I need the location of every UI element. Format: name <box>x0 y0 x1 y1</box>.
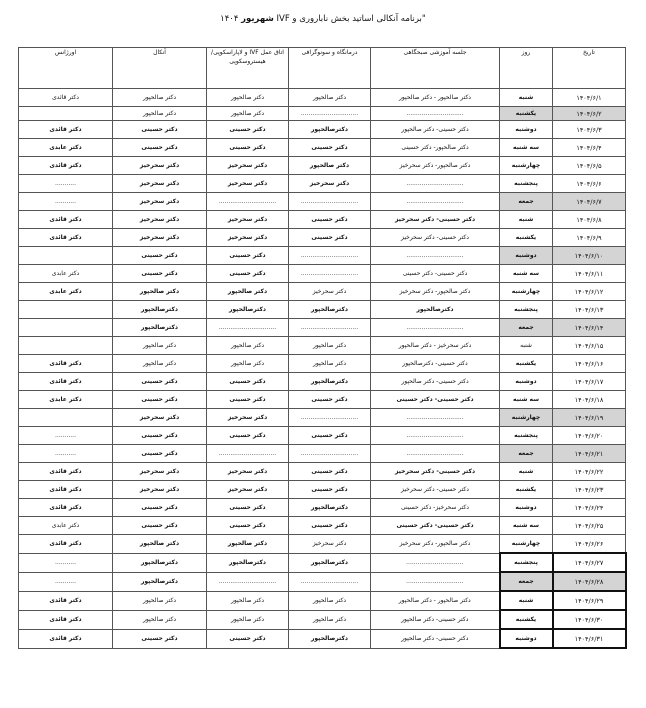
header-clinic: درمانگاه و سونوگرافی <box>289 48 371 89</box>
cell-morning-session: دکتر حسینی- دکتر حسینی <box>371 517 500 535</box>
table-header-row <box>19 48 626 89</box>
cell-morning-session: دکتر حسینی- دکتر صالحپور <box>371 610 500 629</box>
cell-ivf-or: دکتر حسینی <box>207 427 289 445</box>
header-day: روز <box>500 48 553 89</box>
cell-date: ۱۴۰۴/۶/۷ <box>553 193 626 211</box>
cell-morning-session: .............................. <box>371 553 500 572</box>
table-row <box>19 445 626 463</box>
cell-emergency: دکتر قائدی <box>19 89 113 107</box>
cell-emergency: دکتر قائدی <box>19 499 113 517</box>
table-row <box>19 591 626 610</box>
table-row <box>19 355 626 373</box>
cell-clinic: دکترصالحپور <box>289 373 371 391</box>
cell-oncall: دکتر سحرخیز <box>113 463 207 481</box>
cell-ivf-or: دکتر صالحپور <box>207 610 289 629</box>
cell-morning-session: دکتر صالحپور- دکتر حسینی <box>371 139 500 157</box>
cell-date: ۱۴۰۴/۶/۲۵ <box>553 517 626 535</box>
cell-date: ۱۴۰۴/۶/۱۵ <box>553 337 626 355</box>
cell-morning-session: دکتر صالحپور- دکتر سحرخیز <box>371 157 500 175</box>
cell-morning-session: .............................. <box>371 193 500 211</box>
cell-morning-session: دکتر حسینی- دکتر سحرخیز <box>371 229 500 247</box>
cell-ivf-or: دکتر حسینی <box>207 139 289 157</box>
cell-ivf-or: دکتر صالحپور <box>207 355 289 373</box>
cell-oncall: دکتر سحرخیز <box>113 211 207 229</box>
cell-day: چهارشنبه <box>500 283 553 301</box>
cell-ivf-or: دکتر حسینی <box>207 121 289 139</box>
cell-ivf-or: دکترصالحپور <box>207 553 289 572</box>
cell-morning-session: دکتر حسینی- دکتر سحرخیز <box>371 211 500 229</box>
cell-clinic: .............................. <box>289 572 371 591</box>
cell-morning-session: .............................. <box>371 107 500 121</box>
cell-day: پنجشنبه <box>500 427 553 445</box>
header-oncall: آنکال <box>113 48 207 89</box>
cell-date: ۱۴۰۴/۶/۲۴ <box>553 499 626 517</box>
cell-ivf-or: دکتر صالحپور <box>207 107 289 121</box>
header-date: تاریخ <box>553 48 626 89</box>
cell-clinic: دکتر صالحپور <box>289 337 371 355</box>
cell-morning-session: دکتر سحرخیز - دکتر صالحپور <box>371 337 500 355</box>
cell-day: سه شنبه <box>500 265 553 283</box>
cell-morning-session: .............................. <box>371 319 500 337</box>
cell-ivf-or: دکتر حسینی <box>207 247 289 265</box>
table-row <box>19 629 626 648</box>
cell-oncall: دکتر سحرخیز <box>113 229 207 247</box>
cell-ivf-or: .............................. <box>207 445 289 463</box>
cell-emergency: دکتر عابدی <box>19 283 113 301</box>
table-row <box>19 283 626 301</box>
table-row <box>19 337 626 355</box>
cell-clinic: .............................. <box>289 247 371 265</box>
cell-ivf-or: دکترصالحپور <box>207 301 289 319</box>
cell-date: ۱۴۰۴/۶/۲۸ <box>553 572 626 591</box>
cell-morning-session: .............................. <box>371 445 500 463</box>
cell-day: یکشنبه <box>500 107 553 121</box>
cell-morning-session: دکتر حسینی- دکتر حسینی <box>371 391 500 409</box>
cell-clinic: دکتر حسینی <box>289 463 371 481</box>
cell-emergency: ........... <box>19 572 113 591</box>
cell-oncall: دکترصالحپور <box>113 572 207 591</box>
cell-date: ۱۴۰۴/۶/۳ <box>553 121 626 139</box>
table-row <box>19 517 626 535</box>
cell-date: ۱۴۰۴/۶/۱۲ <box>553 283 626 301</box>
cell-date: ۱۴۰۴/۶/۲۱ <box>553 445 626 463</box>
cell-date: ۱۴۰۴/۶/۲۰ <box>553 427 626 445</box>
cell-day: شنبه <box>500 337 553 355</box>
cell-clinic: دکتر صالحپور <box>289 610 371 629</box>
cell-oncall: دکترصالحپور <box>113 319 207 337</box>
cell-clinic: دکتر صالحپور <box>289 591 371 610</box>
page-title <box>0 14 646 24</box>
cell-day: دوشنبه <box>500 373 553 391</box>
cell-date: ۱۴۰۴/۶/۲ <box>553 107 626 121</box>
cell-emergency: ........... <box>19 193 113 211</box>
cell-emergency: دکتر قائدی <box>19 121 113 139</box>
cell-day: چهارشنبه <box>500 409 553 427</box>
cell-day: شنبه <box>500 591 553 610</box>
cell-ivf-or: .............................. <box>207 193 289 211</box>
cell-clinic: دکترصالحپور <box>289 499 371 517</box>
cell-emergency: دکتر قائدی <box>19 157 113 175</box>
cell-ivf-or: .............................. <box>207 572 289 591</box>
cell-morning-session: دکتر حسینی- دکتر حسینی <box>371 265 500 283</box>
table-row <box>19 373 626 391</box>
cell-day: یکشنبه <box>500 481 553 499</box>
cell-day: شنبه <box>500 89 553 107</box>
table-row <box>19 247 626 265</box>
cell-ivf-or: دکتر سحرخیز <box>207 463 289 481</box>
cell-emergency: دکتر قائدی <box>19 463 113 481</box>
title-prefix: "برنامه آنکالی اساتید بخش ناباروری و IVF <box>273 14 426 24</box>
cell-ivf-or: .............................. <box>207 319 289 337</box>
cell-day: دوشنبه <box>500 499 553 517</box>
cell-date: ۱۴۰۴/۶/۲۶ <box>553 535 626 554</box>
cell-ivf-or: دکتر حسینی <box>207 499 289 517</box>
cell-day: یکشنبه <box>500 229 553 247</box>
cell-day: شنبه <box>500 211 553 229</box>
cell-clinic: دکتر حسینی <box>289 517 371 535</box>
cell-ivf-or: دکتر سحرخیز <box>207 157 289 175</box>
cell-ivf-or: دکتر حسینی <box>207 629 289 648</box>
cell-oncall: دکتر حسینی <box>113 391 207 409</box>
cell-day: سه شنبه <box>500 517 553 535</box>
cell-ivf-or: دکتر صالحپور <box>207 535 289 554</box>
cell-morning-session: .............................. <box>371 247 500 265</box>
cell-clinic: دکترصالحپور <box>289 553 371 572</box>
table-row <box>19 391 626 409</box>
cell-clinic: .............................. <box>289 265 371 283</box>
cell-morning-session: دکتر حسینی- دکتر سحرخیز <box>371 481 500 499</box>
cell-oncall: دکتر صالحپور <box>113 610 207 629</box>
cell-date: ۱۴۰۴/۶/۳۰ <box>553 610 626 629</box>
table-row <box>19 610 626 629</box>
cell-ivf-or: دکتر صالحپور <box>207 337 289 355</box>
cell-clinic: .............................. <box>289 445 371 463</box>
cell-clinic: دکتر صالحپور <box>289 355 371 373</box>
cell-morning-session: .............................. <box>371 427 500 445</box>
cell-day: پنجشنبه <box>500 553 553 572</box>
cell-clinic: دکتر حسینی <box>289 427 371 445</box>
cell-oncall: دکتر صالحپور <box>113 107 207 121</box>
cell-day: جمعه <box>500 572 553 591</box>
cell-ivf-or: دکتر سحرخیز <box>207 175 289 193</box>
cell-date: ۱۴۰۴/۶/۲۹ <box>553 591 626 610</box>
cell-date: ۱۴۰۴/۶/۳۱ <box>553 629 626 648</box>
cell-morning-session: دکتر صالحپور - دکتر صالحپور <box>371 591 500 610</box>
cell-emergency: دکتر قائدی <box>19 481 113 499</box>
cell-day: یکشنبه <box>500 355 553 373</box>
cell-day: پنجشنبه <box>500 301 553 319</box>
table-row <box>19 553 626 572</box>
cell-date: ۱۴۰۴/۶/۱۹ <box>553 409 626 427</box>
cell-ivf-or: دکتر سحرخیز <box>207 481 289 499</box>
cell-clinic: دکتر صالحپور <box>289 89 371 107</box>
table-row <box>19 175 626 193</box>
cell-emergency: ........... <box>19 445 113 463</box>
table-row <box>19 211 626 229</box>
cell-clinic: .............................. <box>289 107 371 121</box>
cell-emergency: ........... <box>19 427 113 445</box>
table-row <box>19 499 626 517</box>
cell-emergency: دکتر عابدی <box>19 517 113 535</box>
cell-clinic: دکتر حسینی <box>289 139 371 157</box>
cell-clinic: دکتر حسینی <box>289 481 371 499</box>
cell-oncall: دکتر صالحپور <box>113 89 207 107</box>
cell-date: ۱۴۰۴/۶/۱۷ <box>553 373 626 391</box>
cell-oncall: دکتر حسینی <box>113 121 207 139</box>
cell-morning-session: دکترصالحپور <box>371 301 500 319</box>
cell-day: دوشنبه <box>500 629 553 648</box>
table-row <box>19 427 626 445</box>
cell-date: ۱۴۰۴/۶/۵ <box>553 157 626 175</box>
table-row <box>19 301 626 319</box>
cell-oncall: دکترصالحپور <box>113 553 207 572</box>
cell-oncall: دکتر حسینی <box>113 629 207 648</box>
cell-clinic: دکترصالحپور <box>289 629 371 648</box>
cell-day: چهارشنبه <box>500 157 553 175</box>
table-row <box>19 572 626 591</box>
cell-morning-session: .............................. <box>371 409 500 427</box>
cell-date: ۱۴۰۴/۶/۸ <box>553 211 626 229</box>
cell-day: جمعه <box>500 319 553 337</box>
cell-clinic: دکتر حسینی <box>289 229 371 247</box>
cell-ivf-or: دکتر حسینی <box>207 517 289 535</box>
cell-morning-session: .............................. <box>371 175 500 193</box>
cell-clinic: دکتر صالحپور <box>289 157 371 175</box>
cell-emergency: دکتر قائدی <box>19 211 113 229</box>
cell-ivf-or: دکتر سحرخیز <box>207 409 289 427</box>
cell-oncall: دکتر حسینی <box>113 139 207 157</box>
cell-emergency <box>19 409 113 427</box>
cell-oncall: دکتر حسینی <box>113 247 207 265</box>
cell-morning-session: دکتر سحرخیز- دکتر حسینی <box>371 499 500 517</box>
cell-oncall: دکتر حسینی <box>113 517 207 535</box>
cell-morning-session: دکتر صالحپور - دکتر صالحپور <box>371 89 500 107</box>
cell-ivf-or: دکتر صالحپور <box>207 89 289 107</box>
cell-oncall: دکتر سحرخیز <box>113 193 207 211</box>
cell-oncall: دکتر صالحپور <box>113 535 207 554</box>
cell-clinic: دکتر حسینی <box>289 391 371 409</box>
table-row <box>19 265 626 283</box>
cell-emergency: دکتر قائدی <box>19 591 113 610</box>
cell-emergency: دکتر قائدی <box>19 229 113 247</box>
cell-morning-session: دکتر حسینی- دکتر سحرخیز <box>371 463 500 481</box>
cell-clinic: دکتر سحرخیز <box>289 283 371 301</box>
cell-oncall: دکتر حسینی <box>113 373 207 391</box>
cell-date: ۱۴۰۴/۶/۱۳ <box>553 301 626 319</box>
cell-morning-session: دکتر حسینی- دکترصالحپور <box>371 355 500 373</box>
cell-morning-session: دکتر صالحپور- دکتر سحرخیز <box>371 535 500 554</box>
cell-clinic: دکتر سحرخیز <box>289 535 371 554</box>
header-ivf-or: اتاق عمل IVF و لاپاراسکوپی/ هیستروسکوپی <box>207 48 289 89</box>
table-row <box>19 463 626 481</box>
cell-day: دوشنبه <box>500 121 553 139</box>
cell-oncall: دکتر صالحپور <box>113 283 207 301</box>
cell-emergency <box>19 107 113 121</box>
table-body <box>19 89 626 649</box>
cell-ivf-or: دکتر صالحپور <box>207 591 289 610</box>
cell-clinic: .............................. <box>289 409 371 427</box>
cell-day: پنجشنبه <box>500 175 553 193</box>
cell-day: سه شنبه <box>500 391 553 409</box>
cell-oncall: دکتر سحرخیز <box>113 409 207 427</box>
cell-clinic: دکتر حسینی <box>289 211 371 229</box>
cell-date: ۱۴۰۴/۶/۱۶ <box>553 355 626 373</box>
cell-emergency: ........... <box>19 175 113 193</box>
cell-ivf-or: دکتر صالحپور <box>207 283 289 301</box>
table-row <box>19 319 626 337</box>
title-month: شهریور <box>241 14 274 24</box>
cell-morning-session: دکتر حسینی- دکتر صالحپور <box>371 373 500 391</box>
table-row <box>19 409 626 427</box>
cell-emergency: دکتر قائدی <box>19 373 113 391</box>
cell-ivf-or: دکتر حسینی <box>207 265 289 283</box>
cell-oncall: دکتر صالحپور <box>113 591 207 610</box>
cell-day: جمعه <box>500 445 553 463</box>
cell-morning-session: دکتر صالحپور- دکتر سحرخیز <box>371 283 500 301</box>
cell-oncall: دکتر حسینی <box>113 427 207 445</box>
table-row <box>19 193 626 211</box>
cell-morning-session: .............................. <box>371 572 500 591</box>
header-morning-session: جلسه آموزشی صبحگاهی <box>371 48 500 89</box>
table-row <box>19 121 626 139</box>
cell-oncall: دکتر سحرخیز <box>113 175 207 193</box>
cell-oncall: دکتر حسینی <box>113 445 207 463</box>
cell-oncall: دکترصالحپور <box>113 301 207 319</box>
cell-date: ۱۴۰۴/۶/۱ <box>553 89 626 107</box>
table-row <box>19 89 626 107</box>
cell-date: ۱۴۰۴/۶/۶ <box>553 175 626 193</box>
cell-date: ۱۴۰۴/۶/۲۷ <box>553 553 626 572</box>
cell-ivf-or: دکتر سحرخیز <box>207 211 289 229</box>
cell-day: چهارشنبه <box>500 535 553 554</box>
cell-day: جمعه <box>500 193 553 211</box>
cell-emergency <box>19 319 113 337</box>
cell-oncall: دکتر صالحپور <box>113 355 207 373</box>
cell-emergency: دکتر قائدی <box>19 355 113 373</box>
cell-day: یکشنبه <box>500 610 553 629</box>
cell-emergency: دکتر قائدی <box>19 629 113 648</box>
cell-date: ۱۴۰۴/۶/۹ <box>553 229 626 247</box>
cell-clinic: .............................. <box>289 193 371 211</box>
cell-clinic: دکترصالحپور <box>289 301 371 319</box>
cell-day: سه شنبه <box>500 139 553 157</box>
cell-date: ۱۴۰۴/۶/۲۲ <box>553 463 626 481</box>
cell-date: ۱۴۰۴/۶/۲۳ <box>553 481 626 499</box>
cell-emergency: دکتر قائدی <box>19 535 113 554</box>
cell-emergency <box>19 247 113 265</box>
cell-day: دوشنبه <box>500 247 553 265</box>
cell-oncall: دکتر حسینی <box>113 265 207 283</box>
cell-emergency: دکتر قائدی <box>19 610 113 629</box>
cell-emergency <box>19 301 113 319</box>
table-row <box>19 535 626 554</box>
cell-emergency: دکتر عابدی <box>19 139 113 157</box>
cell-emergency: دکتر عابدی <box>19 391 113 409</box>
cell-emergency <box>19 337 113 355</box>
cell-ivf-or: دکتر حسینی <box>207 373 289 391</box>
cell-date: ۱۴۰۴/۶/۴ <box>553 139 626 157</box>
cell-clinic: دکتر سحرخیز <box>289 175 371 193</box>
cell-morning-session: دکتر حسینی- دکتر صالحپور <box>371 121 500 139</box>
schedule-table <box>18 47 627 649</box>
cell-date: ۱۴۰۴/۶/۱۰ <box>553 247 626 265</box>
cell-oncall: دکتر حسینی <box>113 499 207 517</box>
header-emergency: اورژانس <box>19 48 113 89</box>
table-row <box>19 107 626 121</box>
cell-clinic: دکترصالحپور <box>289 121 371 139</box>
cell-morning-session: دکتر حسینی- دکتر صالحپور <box>371 629 500 648</box>
cell-day: شنبه <box>500 463 553 481</box>
cell-emergency: ........... <box>19 553 113 572</box>
cell-ivf-or: دکتر سحرخیز <box>207 229 289 247</box>
title-year: ۱۴۰۴ <box>220 14 239 24</box>
cell-oncall: دکتر صالحپور <box>113 337 207 355</box>
table-row <box>19 481 626 499</box>
cell-clinic: .............................. <box>289 319 371 337</box>
cell-date: ۱۴۰۴/۶/۱۱ <box>553 265 626 283</box>
table-row <box>19 157 626 175</box>
table-row <box>19 139 626 157</box>
cell-oncall: دکتر سحرخیز <box>113 157 207 175</box>
cell-oncall: دکتر سحرخیز <box>113 481 207 499</box>
cell-emergency: دکتر عابدی <box>19 265 113 283</box>
cell-date: ۱۴۰۴/۶/۱۸ <box>553 391 626 409</box>
cell-date: ۱۴۰۴/۶/۱۴ <box>553 319 626 337</box>
table-row <box>19 229 626 247</box>
cell-ivf-or: دکتر حسینی <box>207 391 289 409</box>
